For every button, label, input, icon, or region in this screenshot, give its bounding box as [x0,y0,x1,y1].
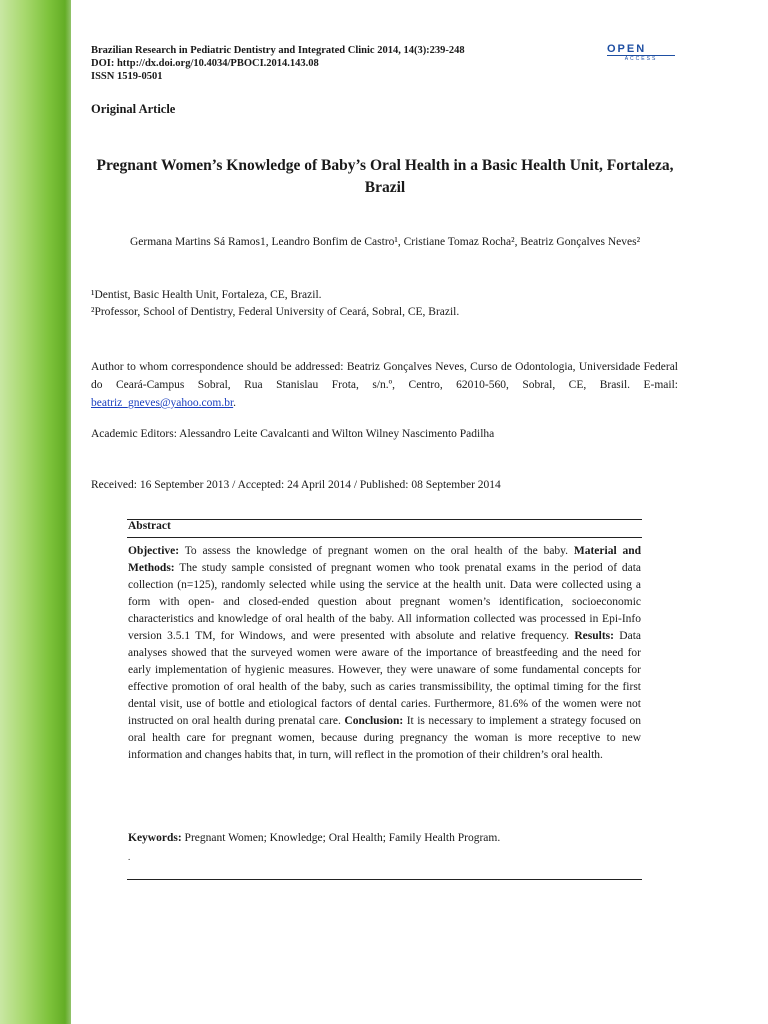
article-title: Pregnant Women’s Knowledge of Baby’s Oral Health in a Basic Health Unit, Fortaleza, Brazil [96,157,674,196]
trailing-dot: . [128,852,131,862]
abstract-bottom-rule [127,879,642,880]
academic-editors: Academic Editors: Alessandro Leite Cavalcanti and Wilton Wilney Nascimento Padilha [91,428,495,440]
correspondence-end: . [233,397,237,409]
publication-dates: Received: 16 September 2013 / Accepted: 24 April 2014 / Published: 08 September 2014 [91,479,501,491]
abstract-heading: Abstract [128,520,171,532]
journal-issn: ISSN 1519-0501 [91,71,163,82]
abstract-body [128,543,641,764]
affiliations [91,287,459,321]
journal-header [91,44,465,83]
journal-doi: DOI: http://dx.doi.org/10.4034/PBOCI.2014.143.08 [91,58,319,69]
affiliation-1: ¹Dentist, Basic Health Unit, Fortaleza, CE, Brazil. [91,289,322,301]
author-list: Germana Martins Sá Ramos1, Leandro Bonfim de Castro¹, Cristiane Tomaz Rocha², Beatriz Gonçalves Neves² [129,236,641,248]
correspondence [91,358,678,412]
green-sidebar [0,0,71,1024]
keywords-label: Keywords: [128,832,182,844]
email-link[interactable]: beatriz_gneves@yahoo.com.br [91,397,234,409]
conclusion-text: It is necessary to implement a strategy focused on oral health care for pregnant women, because during pregnancy the woman is more receptive to new information and changes habits that, in turn, will reflect in the promotion of their children’s oral health. [128,715,641,761]
methods-text: The study sample consisted of pregnant women who took prenatal exams in the period of data collection (n=125), randomly selected while using the service at the health unit. Data were collected using a form with open- and closed-ended question about pregnant women’s identification, socioeconomic characteristics and knowledge of oral health of the baby. All information collected was processed in Epi-Info version 3.5.1 TM, for Windows, and were presented with absolute and relative frequency. [128,562,641,642]
results-text: Data analyses showed that the surveyed women were aware of the importance of breastfeeding and the need for early implementation of hygienic measures. However, they were unaware of some fundamental concepts for effective promotion of oral health of the baby, such as caries transmissibility, the optimal timing for the first dental visit, use of bottle and etiological factors of dental caries. Furthermore, 81.6% of the women were not instructed on oral health during prenatal care. [128,630,641,727]
correspondence-text: Author to whom correspondence should be addressed: Beatriz Gonçalves Neves, Curso de Odontologia, Universidade Federal do Ceará-Campus Sobral, Rua Stanislau Frota, s/n.º, Centro, 62010-560, Sobral, CE, Brasil. E-mail: [91,361,678,391]
open-access-sub: ACCESS [607,55,675,62]
open-access-logo [607,43,675,62]
affiliation-2: ²Professor, School of Dentistry, Federal University of Ceará, Sobral, CE, Brazil. [91,306,460,318]
objective-text: To assess the knowledge of pregnant women on the oral health of the baby. [179,545,574,557]
abstract-top-rule [127,519,642,520]
keywords-text: Pregnant Women; Knowledge; Oral Health; Family Health Program. [181,832,501,844]
methods-label: Material and Methods: [128,545,642,574]
open-access-word: OPEN [607,43,647,55]
objective-label: Objective: [128,545,180,557]
abstract-heading-rule [127,537,642,538]
journal-citation: Brazilian Research in Pediatric Dentistry and Integrated Clinic 2014, 14(3):239-248 [91,45,465,56]
conclusion-label: Conclusion: [344,715,404,727]
results-label: Results: [574,630,614,642]
keywords [128,832,500,844]
article-type: Original Article [91,102,176,116]
